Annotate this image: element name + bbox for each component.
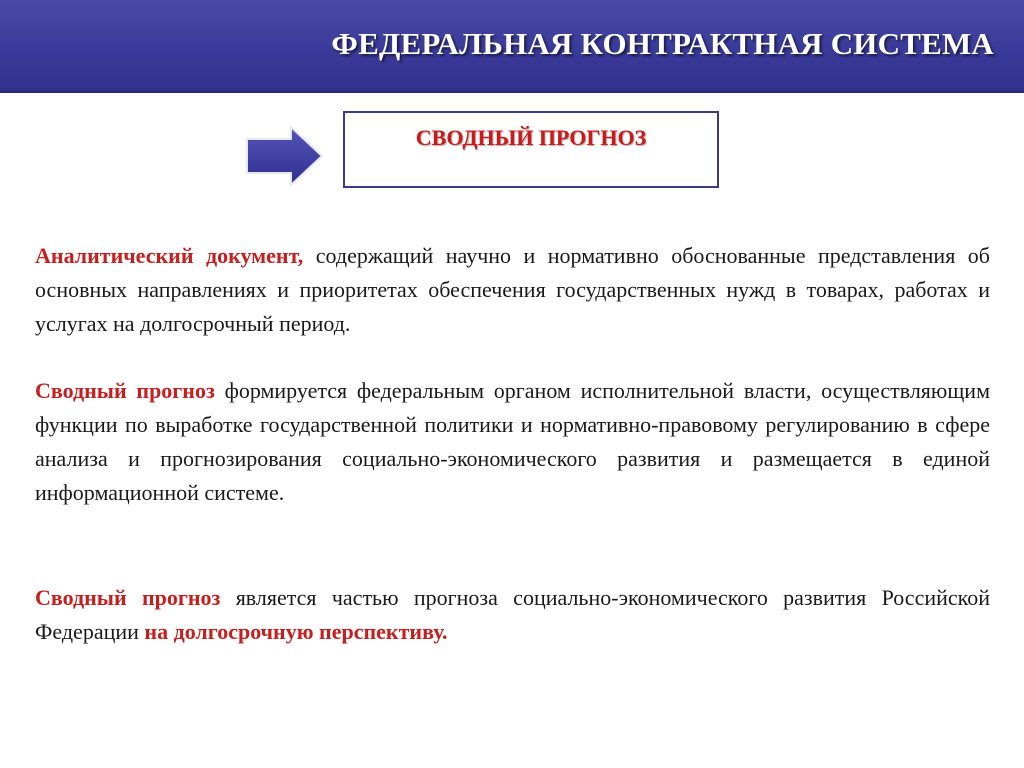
- paragraph-part-of-forecast: [35, 581, 990, 649]
- paragraph-formation: [35, 374, 990, 510]
- box-title: СВОДНЫЙ ПРОГНОЗ: [415, 125, 647, 150]
- page-title: ФЕДЕРАЛЬНАЯ КОНТРАКТНАЯ СИСТЕМА: [331, 26, 994, 61]
- paragraph-2-highlight: Сводный прогноз: [35, 378, 215, 403]
- paragraph-definition: [35, 239, 990, 341]
- paragraph-1-text: содержащий научно и нормативно обоснованные представления об основных направлениях и приоритетах обеспечения государственных нужд в товарах, работах и услугах на долгосрочный период.: [35, 243, 990, 336]
- paragraph-1-highlight: Аналитический документ,: [35, 243, 304, 268]
- right-arrow-icon: [243, 124, 325, 188]
- paragraph-3-highlight-end: на долгосрочную перспективу.: [144, 619, 448, 644]
- paragraph-3-highlight: Сводный прогноз: [35, 585, 221, 610]
- paragraph-2-text: формируется федеральным органом исполнительной власти, осуществляющим функции по выработке государственной политики и нормативно-правовому регулированию в сфере анализа и прогнозирования социально-экономического развития и размещается в единой информационной системе.: [35, 378, 990, 505]
- paragraph-3-text: является частью прогноза социально-экономического развития Российской Федерации: [35, 585, 990, 644]
- summary-forecast-box: [343, 111, 719, 188]
- header-bar: [0, 0, 1024, 93]
